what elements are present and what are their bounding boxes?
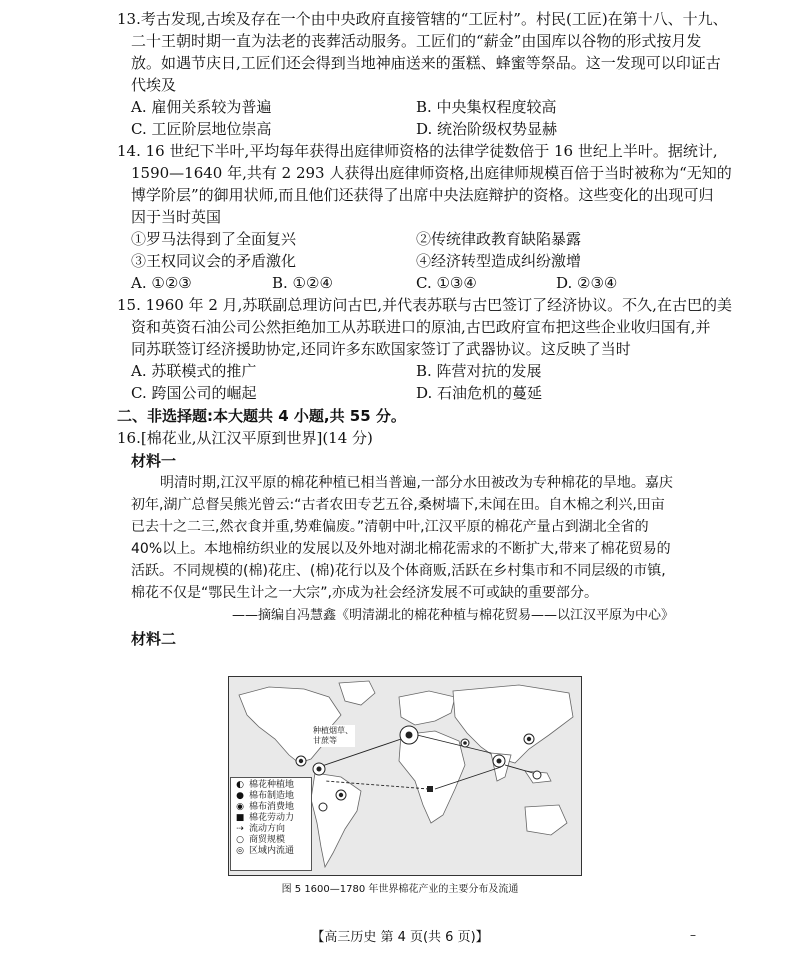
cotton-planting-marker-caribbean: [317, 767, 322, 772]
map-legend: [230, 777, 312, 871]
q14-stem-line-1: 14. 16 世纪下半叶,平均每年获得出庭律师资格的法律学徒数倍于 16 世纪上半叶。据统计,: [117, 142, 718, 160]
legend-label: 商贸规模: [249, 835, 286, 845]
q15-option-a: A. 苏联模式的推广: [131, 362, 257, 380]
q15-stem-line-1: 15. 1960 年 2 月,苏联副总理访问古巴,并代表苏联与古巴签订了经济协议。不久,在古巴的美: [117, 296, 732, 314]
q15-option-d: D. 石油危机的蔓延: [416, 384, 543, 402]
q14-item-3: ③王权同议会的矛盾激化: [131, 252, 297, 270]
material2-label: 材料二: [131, 630, 177, 648]
cloth-manufacturing-marker-india: [497, 759, 502, 764]
material1-line-6: 棉花不仅是“鄂民生计之一大宗”,亦成为社会经济发展不可或缺的重要部分。: [131, 585, 598, 601]
q13-stem-line-3: 放。如遇节庆日,工匠们还会得到当地神庙送来的蛋糕、蜂蜜等祭品。这一发现可以印证古: [131, 54, 721, 72]
legend-row: [234, 824, 309, 835]
legend-row: [234, 780, 309, 791]
regional-circulation-icon: ◎: [236, 846, 244, 856]
cloth-manufacturing-marker-mexico: [299, 759, 303, 763]
cloth-manufacturing-icon: ●: [236, 791, 244, 801]
section2-heading: 二、非选择题:本大题共 4 小题,共 55 分。: [117, 407, 406, 425]
cotton-planting-marker-china: [527, 737, 531, 741]
q13-stem-line-4: 代埃及: [131, 76, 177, 94]
q14-stem-line-2: 1590—1640 年,共有 2 293 人获得出庭律师资格,出庭律师规模百倍于当时被称为“无知的: [131, 164, 732, 182]
map-note-line-2: 甘蔗等: [313, 736, 337, 745]
q14-item-4: ④经济转型造成纠纷激增: [416, 252, 582, 270]
q14-option-c: C. ①③④: [416, 274, 477, 292]
trade-scale-circle-peru: [319, 803, 327, 811]
cloth-consumption-marker-brazil: [339, 793, 343, 797]
q13-option-b: B. 中央集权程度较高: [416, 98, 557, 116]
q15-option-b: B. 阵营对抗的发展: [416, 362, 542, 380]
q15-option-c: C. 跨国公司的崛起: [131, 384, 257, 402]
cotton-labor-icon: ■: [235, 813, 245, 823]
q13-option-c: C. 工匠阶层地位崇高: [131, 120, 272, 138]
legend-row: [234, 802, 309, 813]
material1-line-2: 初年,湖广总督吴熊光曾云:“古者农田专艺五谷,桑树墙下,未闻在田。自木棉之利兴,田亩: [131, 497, 665, 513]
q15-stem-line-2: 资和英资石油公司公然拒绝加工从苏联进口的原油,古巴政府宣布把这些企业收归国有,并: [131, 318, 711, 336]
q16-title: 16.[棉花业,从江汉平原到世界](14 分): [117, 429, 373, 447]
material1-line-1: 明清时期,江汉平原的棉花种植已相当普遍,一部分水田被改为专种棉花的旱地。嘉庆: [160, 475, 673, 491]
cotton-labor-marker-westafrica: [427, 786, 433, 792]
map-note: [311, 725, 355, 747]
q14-item-1: ①罗马法得到了全面复兴: [131, 230, 297, 248]
material1-line-5: 活跃。不同规模的(棉)花庄、(棉)花行以及个体商贩,活跃在乡村集市和不同层级的市镇,: [131, 563, 666, 579]
page-footer: 【高三历史 第 4 页(共 6 页)】: [311, 930, 489, 945]
q14-stem-line-4: 因于当时英国: [131, 208, 222, 226]
q14-option-a: A. ①②③: [131, 274, 192, 292]
trade-scale-icon: ○: [236, 835, 244, 845]
q13-option-d: D. 统治阶级权势显赫: [416, 120, 558, 138]
q14-option-b: B. ①②④: [272, 274, 333, 292]
legend-row: [234, 791, 309, 802]
map-note-line-1: 种植烟草、: [313, 726, 353, 735]
material1-line-3: 已去十之二三,然衣食并重,势难偏废。”清朝中叶,江汉平原的棉花产量占到湖北全省的: [131, 519, 649, 535]
q14-stem-line-3: 博学阶层”的御用状师,而且他们还获得了出席中央法庭辩护的资格。这些变化的出现可归: [131, 186, 714, 204]
corner-mark: –: [690, 928, 696, 942]
figure-caption: 图 5 1600—1780 年世界棉花产业的主要分布及流通: [281, 884, 519, 895]
legend-label: 棉布制造地: [249, 791, 295, 801]
world-cotton-map: [228, 676, 582, 876]
cloth-consumption-marker-europe: [406, 732, 413, 739]
material1-source: ——摘编自冯慧鑫《明清湖北的棉花种植与棉花贸易——以江汉平原为中心》: [232, 608, 675, 623]
legend-label: 流动方向: [249, 824, 286, 834]
q13-stem-line-1: 13.考古发现,古埃及存在一个由中央政府直接管辖的“工匠村”。村民(工匠)在第十八、十九、: [117, 10, 728, 28]
regional-circulation-marker-middle-east-inner: [463, 741, 467, 745]
legend-label: 区域内流通: [249, 846, 295, 856]
q13-stem-line-2: 二十王朝时期一直为法老的丧葬活动服务。工匠们的“薪金”由国库以谷物的形式按月发: [131, 32, 702, 50]
material1-label: 材料一: [131, 452, 177, 470]
q15-stem-line-3: 同苏联签订经济援助协定,还同许多东欧国家签订了武器协议。这反映了当时: [131, 340, 631, 358]
legend-label: 棉花种植地: [249, 780, 295, 790]
legend-label: 棉花劳动力: [249, 813, 295, 823]
cotton-planting-icon: ◐: [236, 780, 244, 790]
trade-scale-circle-seasia: [533, 771, 541, 779]
flow-direction-icon: ⇢: [236, 824, 244, 834]
material1-line-4: 40%以上。本地棉纺织业的发展以及外地对湖北棉花需求的不断扩大,带来了棉花贸易的: [131, 541, 671, 557]
legend-row: [234, 813, 309, 824]
q14-option-d: D. ②③④: [556, 274, 618, 292]
legend-row: [234, 835, 309, 846]
cloth-consumption-icon: ◉: [236, 802, 244, 812]
q14-item-2: ②传统律政教育缺陷暴露: [416, 230, 582, 248]
legend-label: 棉布消费地: [249, 802, 295, 812]
legend-row: [234, 846, 309, 857]
q13-option-a: A. 雇佣关系较为普遍: [131, 98, 272, 116]
